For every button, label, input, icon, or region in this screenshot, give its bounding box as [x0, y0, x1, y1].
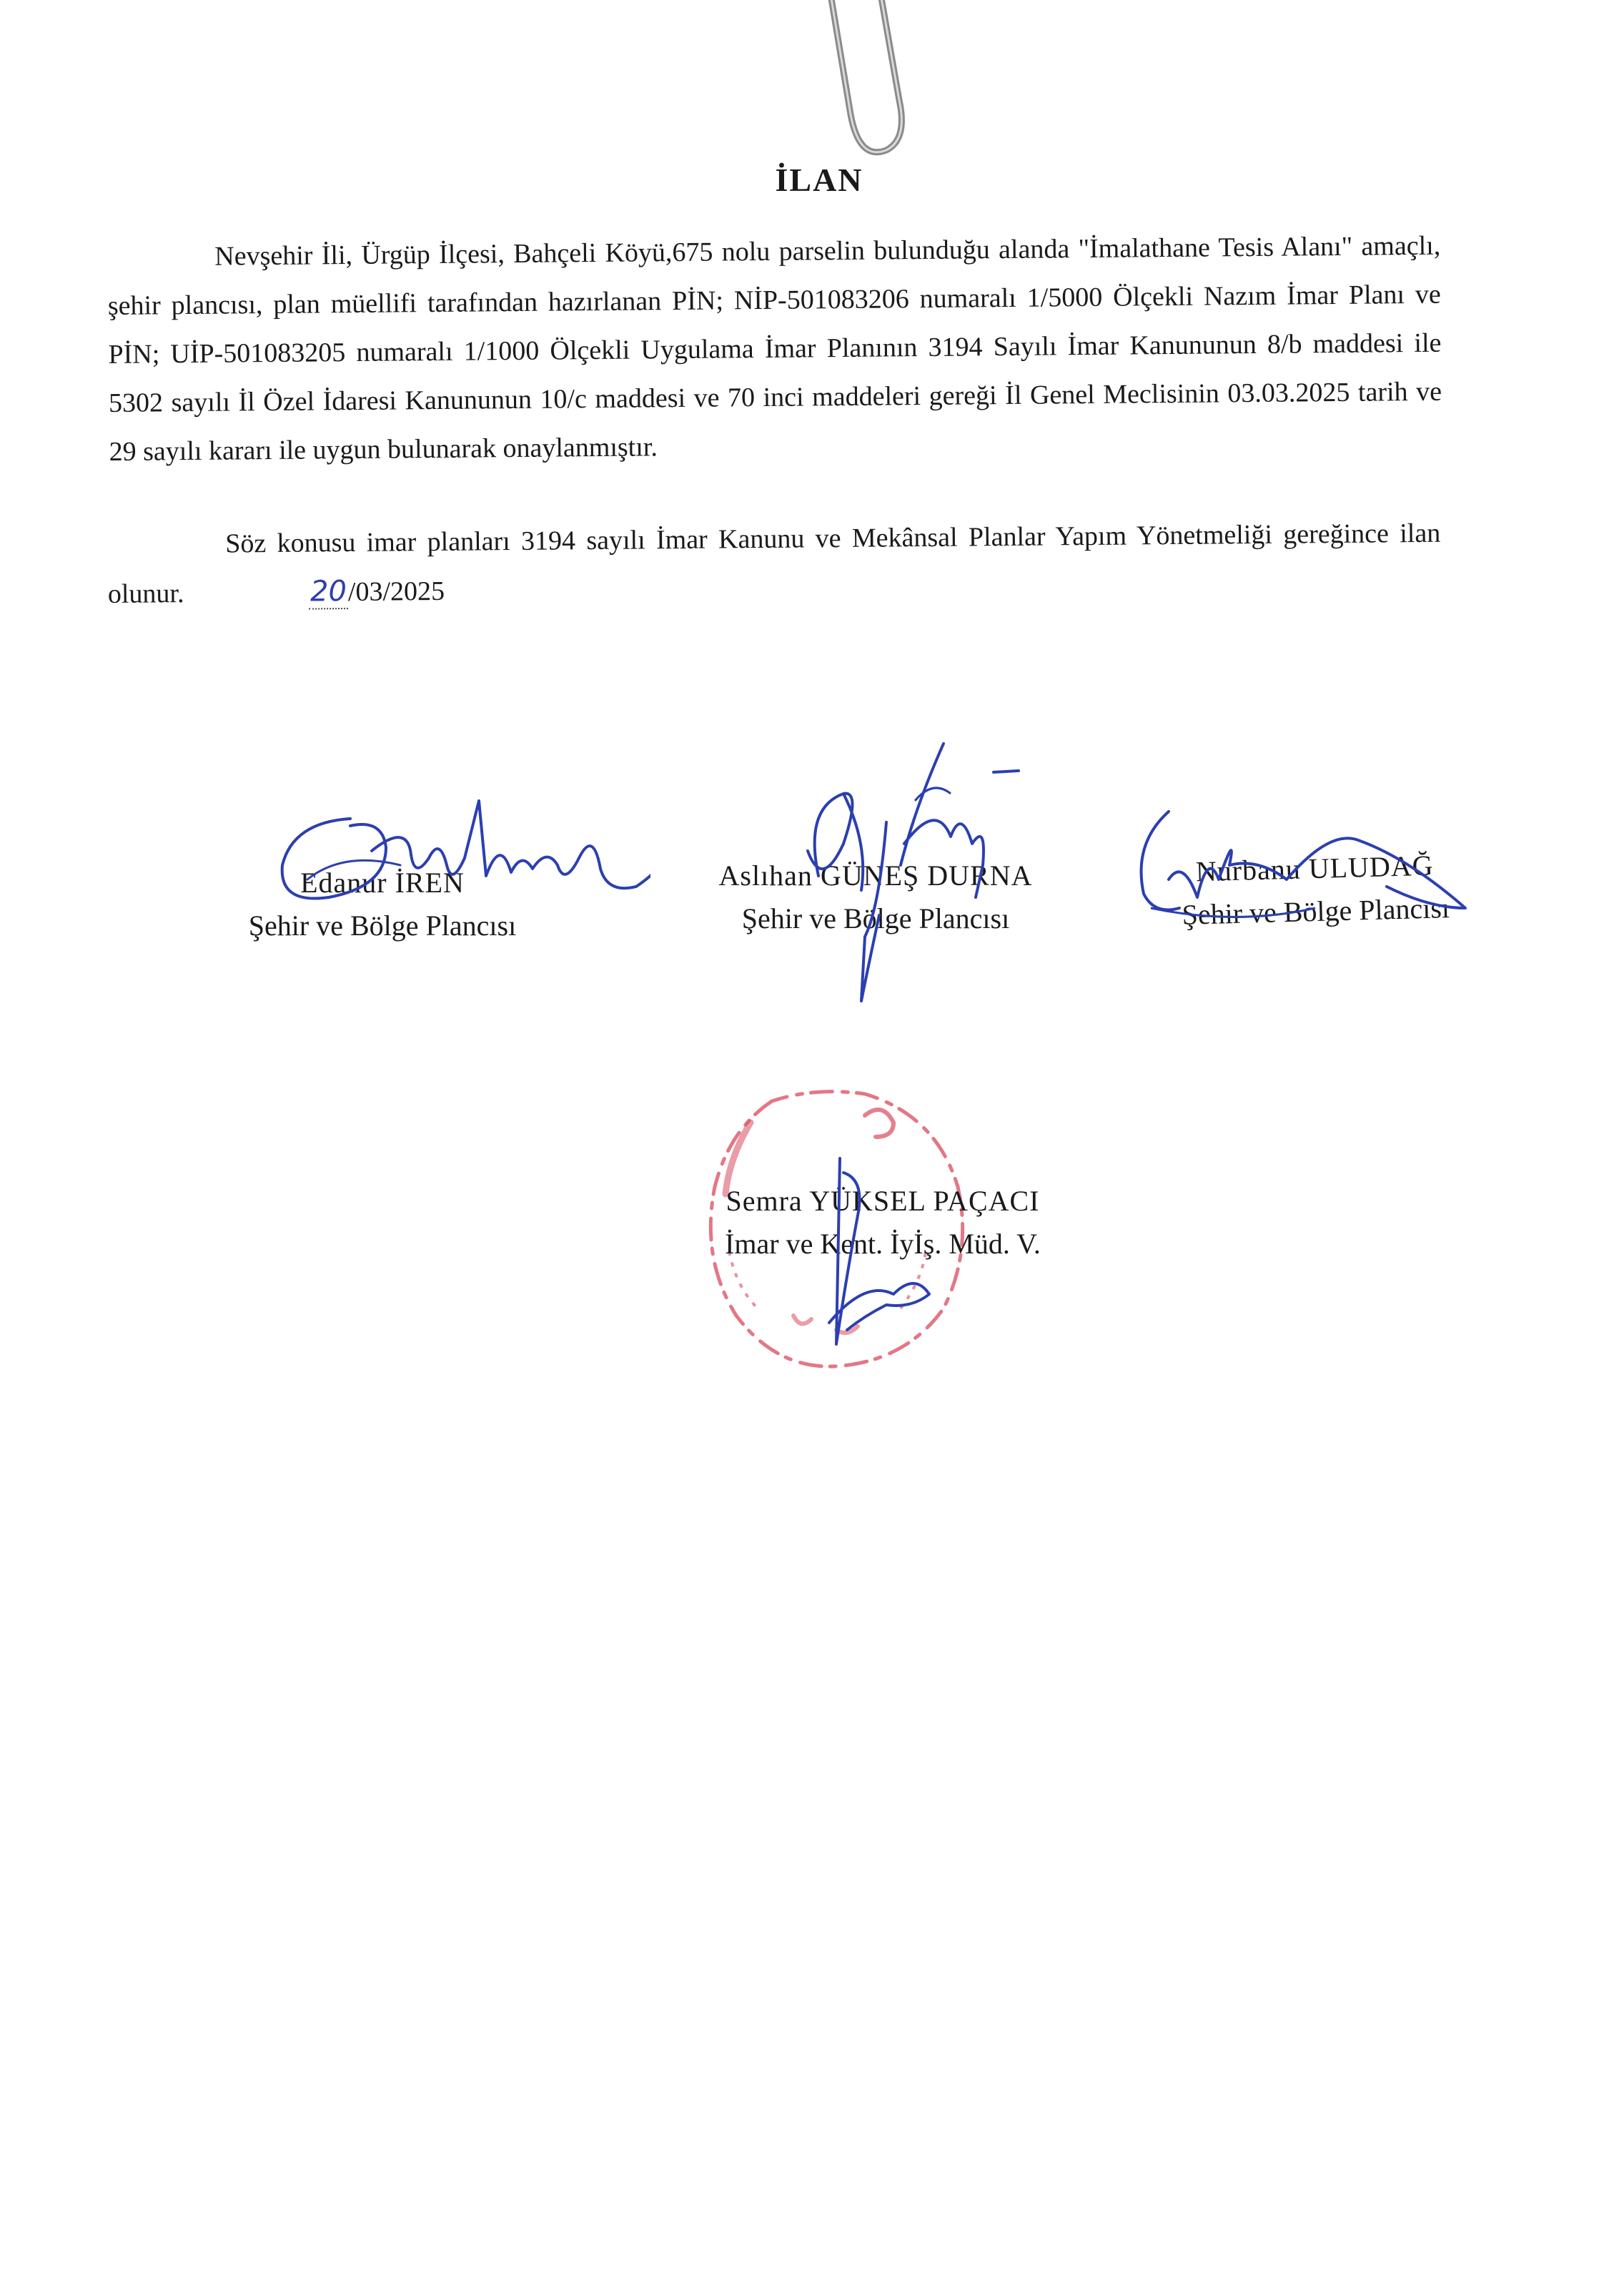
signatory-title: İmar ve Kent. İyİş. Müd. V.	[725, 1228, 1041, 1260]
signatory-name: Nurbanu ULUDAĞ	[1195, 849, 1435, 888]
signatory-name: Semra YÜKSEL PAÇACI	[726, 1185, 1040, 1217]
signatory-2	[683, 854, 1069, 940]
signatory-3	[1136, 842, 1495, 937]
signatory-4	[683, 1180, 1083, 1266]
notice-paragraph-2	[107, 509, 1441, 618]
signatory-title: Şehir ve Bölge Plancısı	[1182, 892, 1450, 931]
signatory-name: Edanur İREN	[300, 867, 465, 899]
notice-date	[191, 566, 445, 618]
signatory-title: Şehir ve Bölge Plancısı	[741, 902, 1010, 935]
notice-paragraph-1: Nevşehir İli, Ürgüp İlçesi, Bahçeli Köyü,675 nolu parselin bulunduğu alanda "İmalathane Tesis Alanı" amaçlı, şehir plancısı, plan müellifi tarafından hazırlanan PİN; NİP-501083206 numaralı 1/5000 Ölçekli Nazım İmar Planı ve PİN; UİP-501083205 numaralı 1/1000 Ölçekli Uygulama İmar Planının 3194 Sayılı İmar Kanununun 8/b maddesi ile 5302 sayılı İl Özel İdaresi Kanununun 10/c maddesi ve 70 inci maddeleri gereği İl Genel Meclisinin 03.03.2025 tarih ve 29 sayılı kararı ile uygun bulunarak onaylanmıştır.	[107, 230, 1442, 467]
signatory-1	[204, 862, 561, 947]
signatory-name: Aslıhan GÜNEŞ DURNA	[718, 859, 1033, 892]
handwritten-day: 20	[309, 575, 348, 609]
paragraph-2-text: Söz konusu imar planları 3194 sayılı İmar Kanunu ve Mekânsal Planlar Yapım Yönetmeliği gereğince ilan olunur.	[107, 518, 1441, 609]
notice-title: İLAN	[775, 162, 863, 198]
signatory-title: Şehir ve Bölge Plancısı	[248, 909, 517, 942]
paperclip-icon	[808, 0, 915, 172]
printed-date: /03/2025	[347, 576, 445, 608]
